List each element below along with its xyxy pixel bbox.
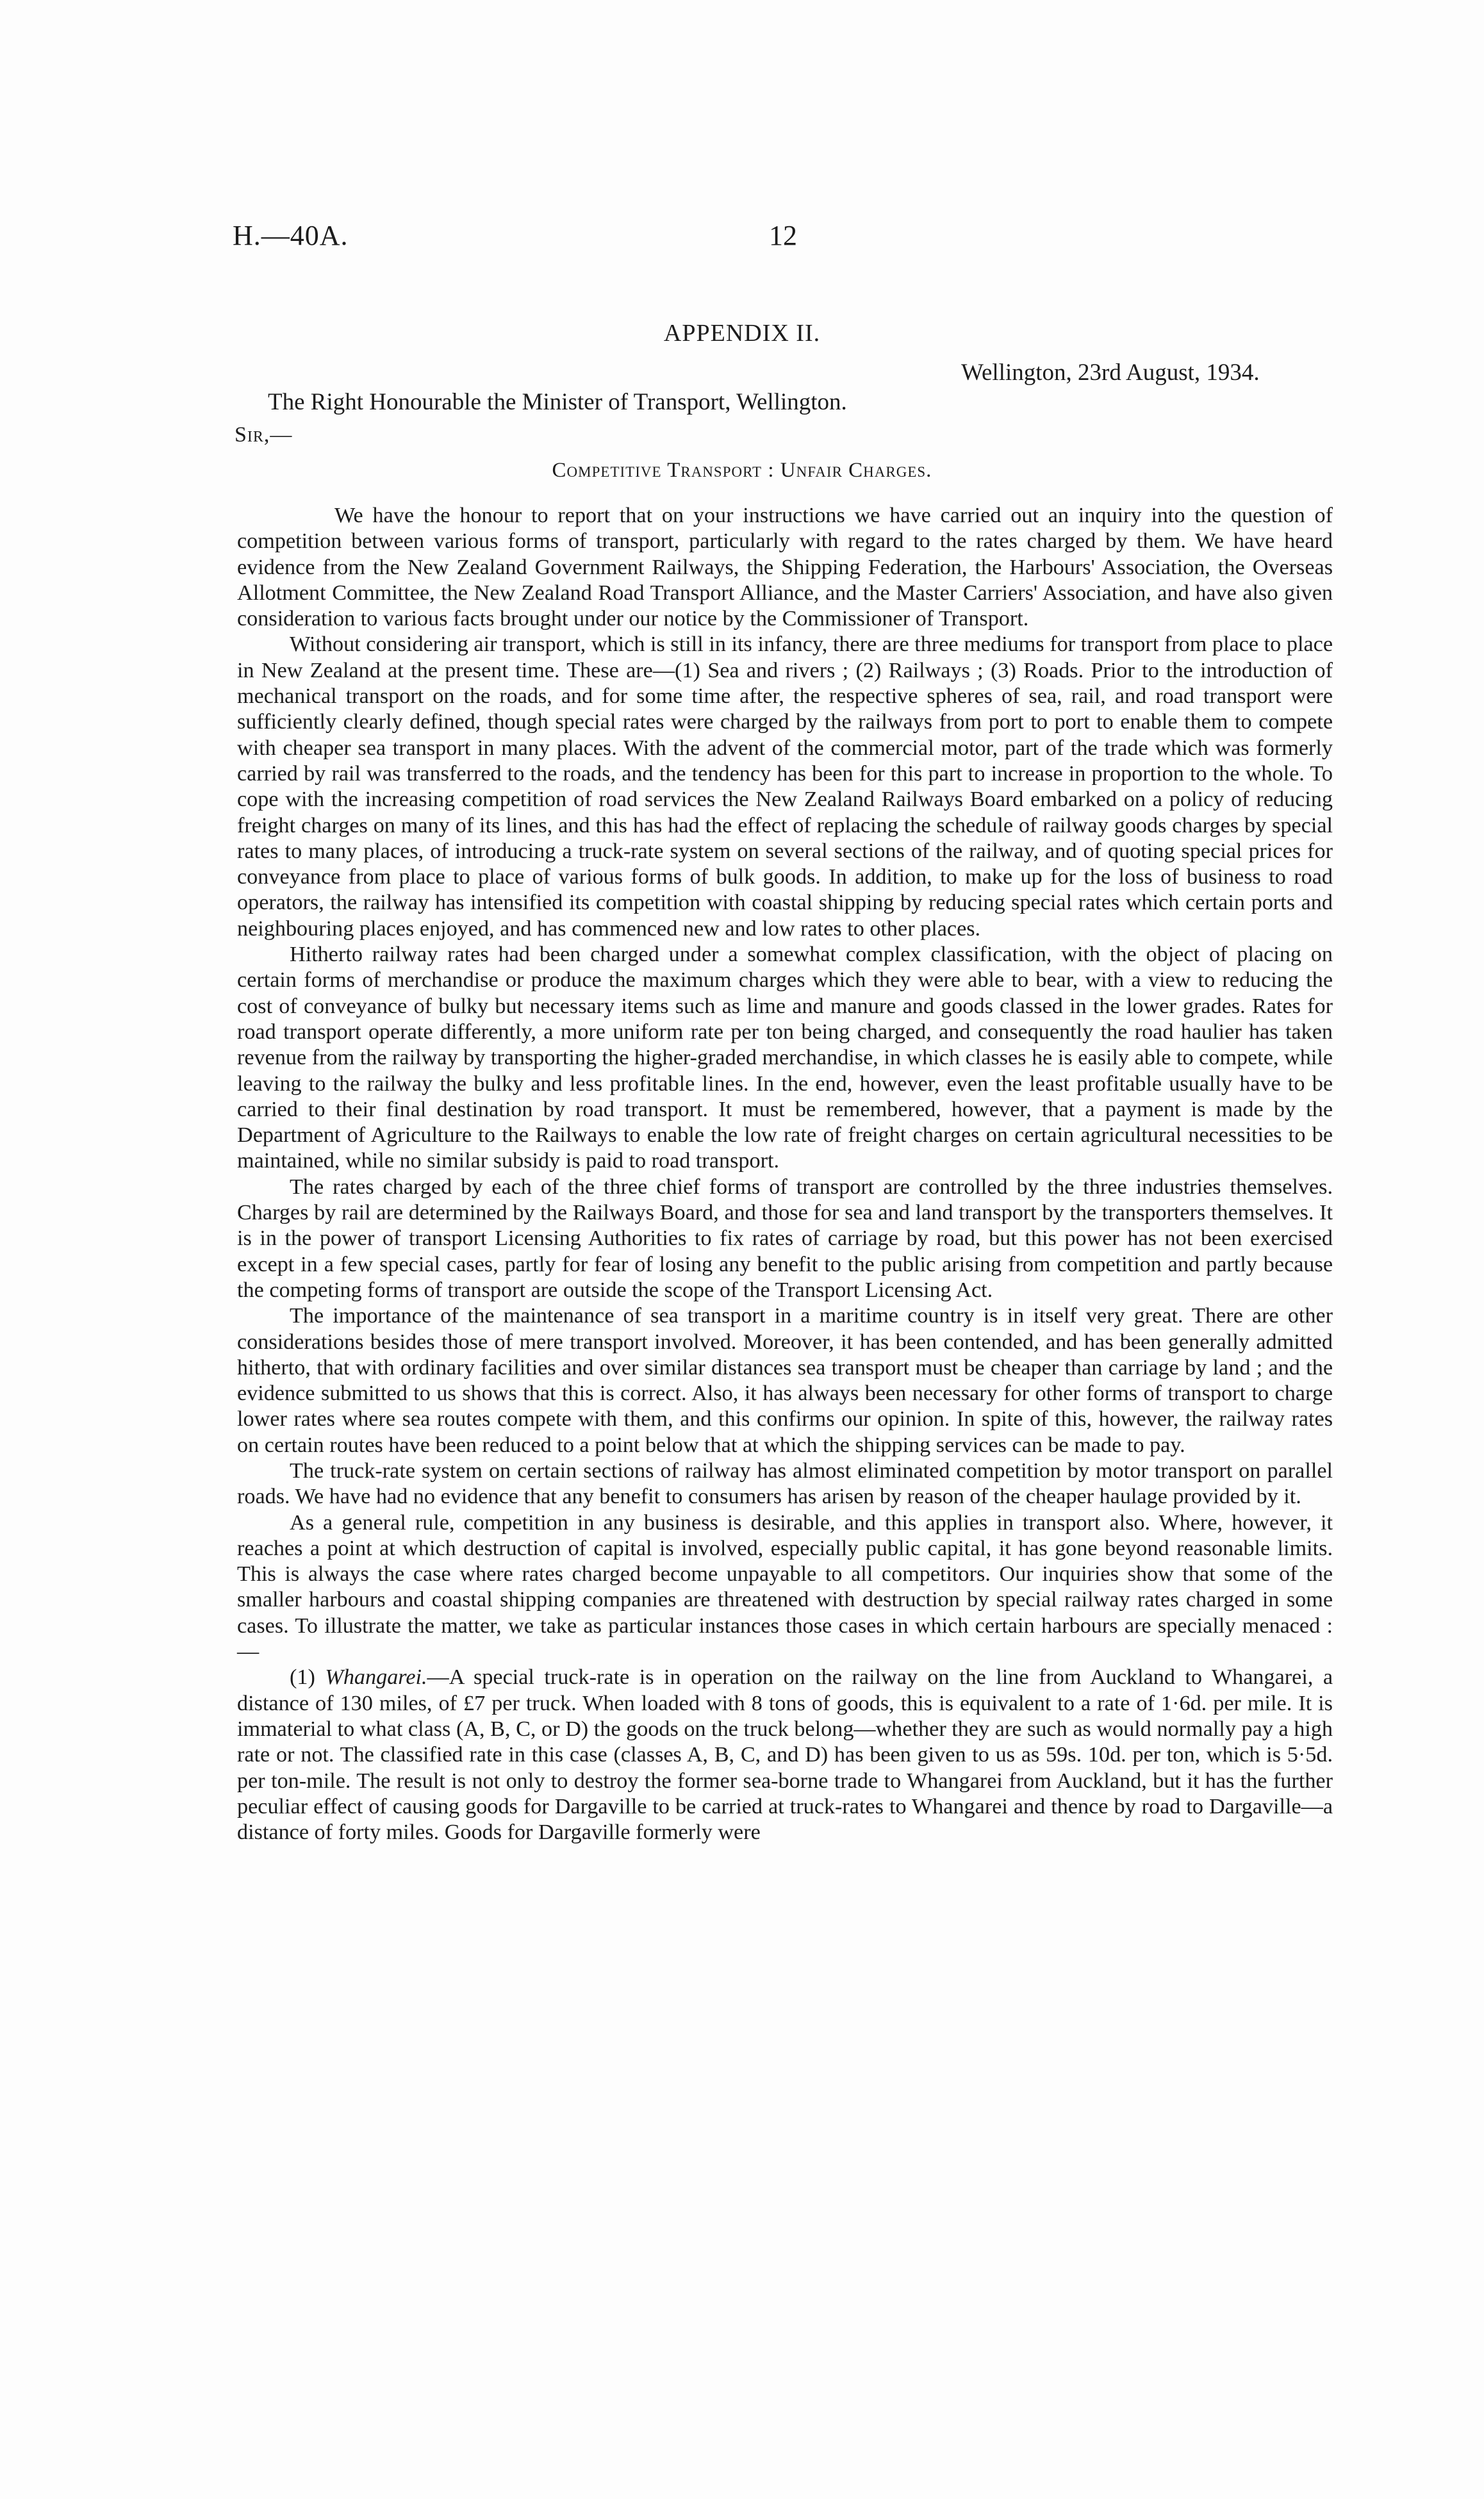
letter-body bbox=[237, 503, 1333, 1845]
example-number: (1) bbox=[290, 1665, 315, 1690]
body-paragraph: Without considering air transport, which is still in its infancy, there are three mediums for transport from place to place in New Zealand at the present time. These are—(1) Sea and rivers ; (2) Railways ; (3) Roads. Prior to the introduction of mechanical transport on the roads, and for some time after, the respective spheres of sea, rail, and road transport were sufficiently clearly defined, though special rates were charged by the railways from port to port to enable them to compete with cheaper sea transport in many places. With the advent of the commercial motor, part of the trade which was formerly carried by rail was transferred to the roads, and the tendency has been for this part to increase in proportion to the whole. To cope with the increasing competition of road services the New Zealand Railways Board embarked on a policy of reducing freight charges on many of its lines, and this has had the effect of replacing the schedule of railway goods charges by special rates to many places, of introducing a truck-rate system on several sections of the railway, and of quoting special prices for conveyance from place to place of various forms of bulk goods. In addition, to make up for the loss of business to road operators, the railway has intensified its competition with coastal shipping by reducing special rates which certain ports and neighbouring places enjoyed, and has commenced new and low rates to other places. bbox=[237, 632, 1333, 941]
letter-date: Wellington, 23rd August, 1934. bbox=[961, 359, 1260, 386]
body-paragraph: Hitherto railway rates had been charged under a somewhat complex classification, with the object of placing on certain forms of merchandise or produce the maximum charges which they were able to bear, with a view to reducing the cost of conveyance of bulky but necessary items such as lime and manure and goods classed in the lower grades. Rates for road transport operate differently, a more uniform rate per ton being charged, and consequently the road haulier has taken revenue from the railway by transporting the higher-graded merchandise, in which classes he is easily able to compete, while leaving to the railway the bulky and less profitable lines. In the end, however, even the least profitable usually have to be carried to their final destination by road transport. It must be remembered, however, that a payment is made by the Department of Agriculture to the Railways to enable the low rate of freight charges on certain agricultural necessities to be maintained, while no similar subsidy is paid to road transport. bbox=[237, 943, 1333, 1173]
letter-salutation: Sir,— bbox=[235, 423, 293, 447]
body-paragraph: The importance of the maintenance of sea transport in a maritime country is in itself very great. There are other considerations besides those of mere transport involved. Moreover, it has been contended, and has been generally admitted hitherto, that with ordinary facilities and over similar distances sea transport must be cheaper than carriage by land ; and the evidence submitted to us shows that this is correct. Also, it has always been necessary for other forms of transport to charge lower rates where sea routes compete with them, and this confirms our opinion. In spite of this, however, the railway rates on certain routes have been reduced to a point below that at which the shipping services can be made to pay. bbox=[237, 1304, 1333, 1457]
body-paragraph: We have the honour to report that on your instructions we have carried out an inquiry into the question of competition between various forms of transport, particularly with regard to the rates charged by them. We have heard evidence from the New Zealand Government Railways, the Shipping Federation, the Harbours' Association, the Overseas Allotment Committee, the New Zealand Road Transport Alliance, and the Master Carriers' Association, and have also given consideration to various facts brought under our notice by the Commissioner of Transport. bbox=[237, 504, 1333, 631]
example-place-name: Whangarei. bbox=[325, 1665, 427, 1690]
body-paragraph: As a general rule, competition in any business is desirable, and this applies in transport also. Where, however, it reaches a point at which destruction of capital is involved, especially public capital, it has gone beyond reasonable limits. This is always the case where rates charged become unpayable to all competitors. Our inquiries show that some of the smaller harbours and coastal shipping companies are threatened with destruction by special railway rates charged in some cases. To illustrate the matter, we take as particular instances those cases in which certain harbours are specially menaced :— bbox=[237, 1510, 1333, 1664]
letter-subject-heading: Competitive Transport : Unfair Charges. bbox=[552, 459, 932, 482]
appendix-title: APPENDIX II. bbox=[663, 320, 821, 347]
parliamentary-paper-reference: H.—40A. bbox=[233, 220, 349, 251]
body-paragraph: The rates charged by each of the three chief forms of transport are controlled by the three industries themselves. Charges by rail are determined by the Railways Board, and those for sea and land transport by the transporters themselves. It is in the power of transport Licensing Authorities to fix rates of carriage by road, but this power has not been exercised except in a few special cases, partly for fear of losing any benefit to the public arising from competition and partly because the competing forms of transport are outside the scope of the Transport Licensing Act. bbox=[237, 1175, 1333, 1302]
example-paragraph bbox=[237, 1665, 1333, 1845]
letter-addressee: The Right Honourable the Minister of Transport, Wellington. bbox=[268, 389, 847, 415]
body-paragraph: The truck-rate system on certain sections of railway has almost eliminated competition by motor transport on parallel roads. We have had no evidence that any benefit to consumers has arisen by reason of the cheaper haulage provided by it. bbox=[237, 1458, 1333, 1509]
example-text: —A special truck-rate is in operation on the railway on the line from Auckland to Whangarei, a distance of 130 miles, of £7 per truck. When loaded with 8 tons of goods, this is equivalent to a rate of 1·6d. per mile. It is immaterial to what class (A, B, C, or D) the goods on the truck belong—whether they are such as would normally pay a high rate or not. The classified rate in this case (classes A, B, C, and D) has been given to us as 59s. 10d. per ton, which is 5·5d. per ton-mile. The result is not only to destroy the former sea-borne trade to Whangarei from Auckland, but it has the further peculiar effect of causing goods for Dargaville to be carried at truck-rates to Whangarei and thence by road to Dargaville—a distance of forty miles. Goods for Dargaville formerly were bbox=[237, 1665, 1333, 1845]
page-number: 12 bbox=[769, 220, 797, 251]
